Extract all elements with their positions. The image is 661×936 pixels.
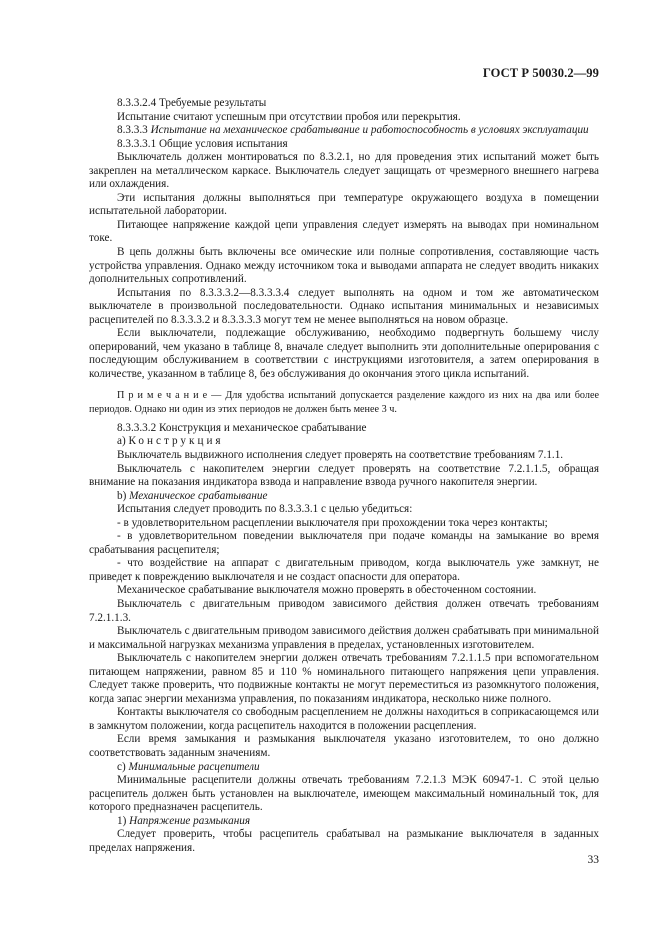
paragraph: Эти испытания должны выполняться при температуре окружающего воздуха в помещении испытательной лаборатории.: [89, 191, 599, 218]
paragraph: Следует проверить, чтобы расцепитель срабатывал на размыкание выключателя в заданных пределах напряжения.: [89, 828, 599, 854]
clause-heading: 8.3.3.3.2 Конструкция и механическое срабатывание: [117, 421, 367, 434]
clause-number: 8.3.3.3: [117, 124, 148, 137]
item-prefix: a): [117, 435, 129, 448]
list-item: - в удовлетворительном расцеплении выключателя при прохождении тока через контакты;: [117, 516, 548, 529]
paragraph: Выключатель выдвижного исполнения следует проверять на соответствие требованиям 7.1.1.: [117, 448, 564, 461]
item-title: Минимальные расцепители: [128, 760, 260, 773]
paragraph: Испытания следует проводить по 8.3.3.3.1 с целью убедиться:: [117, 503, 413, 516]
note: [89, 389, 599, 415]
paragraph: Контакты выключателя со свободным расцеплением не должны находиться в соприкасающемся или в замкнутом положении, когда расцепитель находится в положении расцепления.: [89, 706, 599, 732]
subclause-heading: [89, 815, 599, 829]
paragraph: Если выключатели, подлежащие обслуживанию, необходимо подвергнуть большему числу оперирований, чем указано в таблице 8, вначале следует выполнить эти дополнительные оперирования с последующим обслуживанием в соответствии с инструкциями изготовителя, а затем оперирования в количестве, указанном в таблице 8, без обслуживания до окончания этого цикла испытаний.: [89, 327, 599, 380]
clause-heading: [89, 124, 599, 138]
note-text: — Для удобства испытаний допускается разделение каждого из них на два или более периодов. Однако ни один из этих периодов не должен быть менее 3 ч.: [89, 390, 599, 415]
clause-heading: 8.3.3.2.4 Требуемые результаты: [117, 97, 267, 109]
paragraph: Испытание считают успешным при отсутствии пробоя или перекрытия.: [117, 110, 461, 123]
item-prefix: 1): [117, 814, 130, 827]
list-item: - что воздействие на аппарат с двигательным приводом, когда выключатель уже замкнут, не приведет к повреждению выключателя и не создаст опасности для оператора.: [89, 557, 599, 583]
paragraph: Если время замыкания и размыкания выключателя указано изготовителем, то оно должно соответствовать заданным значениям.: [89, 733, 599, 760]
list-item: - в удовлетворительном поведении выключателя при подаче команды на замыкание во время срабатывания расцепителя;: [89, 530, 599, 556]
clause-heading: 8.3.3.3.1 Общие условия испытания: [117, 137, 288, 150]
paragraph: Испытания по 8.3.3.3.2—8.3.3.3.4 следует выполнять на одном и том же автоматическом выключателе в произвольной последовательности. Однако испытания минимальных и независимых расцепителей по 8.3.3.3.2 и 8.3.3.3.3 могут тем не менее выполняться на новом образце.: [89, 286, 599, 326]
item-title: Конструкция: [128, 435, 224, 448]
paragraph: Механическое срабатывание выключателя можно проверять в обесточенном состоянии.: [117, 584, 537, 597]
paragraph: Питающее напряжение каждой цепи управления следует измерять на выводах при номинальном токе.: [89, 218, 599, 245]
clause-title: Испытание на механическое срабатывание и работоспособность в условиях эксплуатации: [150, 124, 589, 137]
paragraph: Выключатель с накопителем энергии должен отвечать требованиям 7.2.1.1.5 при вспомогательном питающем напряжении, равном 85 и 110 % номинального питающего напряжения цепи управления. Следует также проверить, что подвижные контакты не могут переместиться из разомкнутого положения, когда запас энергии механизма управления, по показаниям индикатора, несколько ниже полного.: [89, 652, 599, 705]
paragraph: В цепь должны быть включены все омические или полные сопротивления, составляющие часть устройства управления. Однако между источником тока и выводами аппарата не следует вводить никаких дополнительных сопротивлений.: [89, 246, 599, 286]
item-title: Напряжение размыкания: [129, 814, 251, 827]
subclause-heading: [89, 761, 599, 775]
paragraph: Выключатель с двигательным приводом зависимого действия должен срабатывать при минимальной и максимальной нагрузках механизма управления в пределах, установленных изготовителем.: [89, 625, 599, 651]
item-prefix: b): [117, 489, 130, 502]
paragraph: Минимальные расцепители должны отвечать требованиям 7.2.1.3 МЭК 60947-1. С этой целью расцепитель должен быть установлен на выключателе, имеющем максимальный номинальный ток, для которого предназначен расцепитель.: [89, 774, 599, 814]
note-label: П р и м е ч а н и е: [117, 390, 208, 402]
paragraph: Выключатель с накопителем энергии следует проверять на соответствие 7.2.1.1.5, обращая внимание на показания индикатора взвода и направление взвода ручного накопителя энергии.: [89, 462, 599, 489]
paragraph: Выключатель с двигательным приводом зависимого действия должен отвечать требованиям 7.2.1.1.3.: [89, 598, 599, 624]
paragraph: Выключатель должен монтироваться по 8.3.2.1, но для проведения этих испытаний может быть закреплен на металлическом каркасе. Выключатель следует защищать от чрезмерного внешнего нагрева или охлаждения.: [89, 151, 599, 191]
item-title: Механическое срабатывание: [129, 489, 268, 502]
subclause-heading: [89, 435, 599, 449]
standard-designation: ГОСТ Р 50030.2—99: [482, 66, 599, 80]
page-number: 33: [587, 854, 599, 866]
subclause-heading: [89, 490, 599, 504]
document-body: [89, 97, 599, 855]
item-prefix: c): [117, 760, 129, 773]
